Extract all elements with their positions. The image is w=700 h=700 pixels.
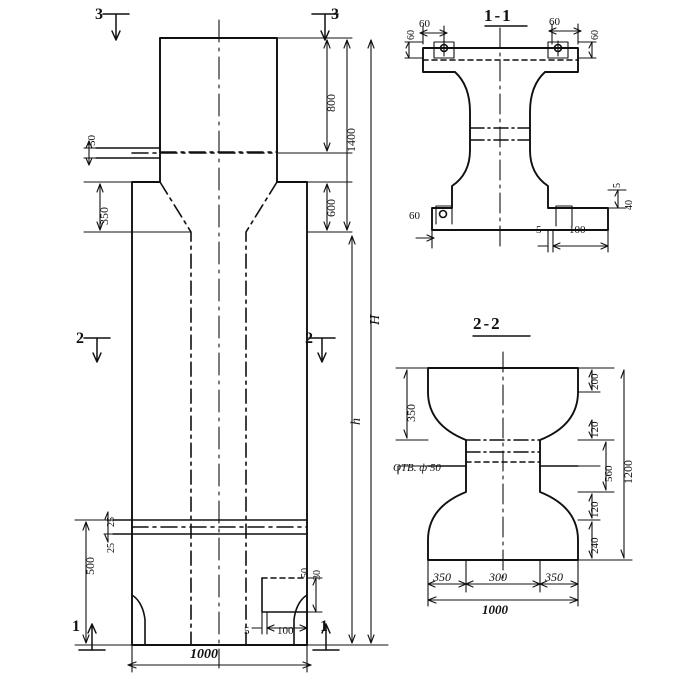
s11-dim-60-left: 60 — [419, 18, 430, 30]
dim-350: 350 — [97, 207, 111, 225]
dim-1400: 1400 — [344, 128, 358, 152]
dim-25-a: 25 — [106, 517, 117, 527]
section-mark-2-right: 2 — [305, 330, 313, 347]
s22-hole-note: OTB. ф 50 — [393, 462, 441, 474]
view-title-2-2: 2-2 — [473, 314, 502, 333]
s11-dim-5-right: 5 — [612, 183, 623, 188]
s11-dim-60-right-v: 60 — [590, 30, 601, 40]
dim-800: 800 — [324, 94, 338, 112]
section-mark-3-right: 3 — [331, 6, 339, 23]
dim-h: h — [349, 418, 364, 425]
s22-dim-200: 200 — [589, 373, 601, 390]
s22-dim-1200: 1200 — [621, 460, 635, 484]
dim-50-upper: 50 — [86, 135, 98, 146]
dim-600: 600 — [324, 199, 338, 217]
s22-bottom-300: 300 — [489, 570, 507, 584]
dim-width-1000: 1000 — [190, 647, 218, 662]
s11-dim-40: 40 — [624, 200, 635, 210]
section-1-1-geometry — [405, 24, 626, 252]
dim-500: 500 — [83, 557, 97, 575]
section-mark-1-right: 1 — [320, 618, 328, 635]
s11-dim-60-bottom: 60 — [409, 210, 420, 222]
s22-dim-240: 240 — [589, 537, 601, 554]
s22-dim-350-left: 350 — [404, 404, 418, 422]
s22-dim-560: 560 — [603, 465, 615, 482]
section-mark-2-left: 2 — [76, 330, 84, 347]
s11-dim-5-bottom: 5 — [536, 224, 542, 236]
dim-30: 30 — [312, 570, 323, 580]
s22-bottom-350-left: 350 — [433, 570, 451, 584]
s11-dim-100-bottom: 100 — [569, 224, 586, 236]
s11-dim-60-right: 60 — [549, 16, 560, 28]
dim-25-b: 25 — [106, 543, 117, 553]
view-title-1-1: 1-1 — [484, 6, 513, 25]
s22-bottom-1000: 1000 — [482, 602, 508, 617]
section-mark-3-left: 3 — [95, 6, 103, 23]
s22-dim-120-upper: 120 — [589, 421, 601, 438]
dim-H: H — [368, 314, 383, 325]
section-mark-1-left: 1 — [72, 618, 80, 635]
s11-dim-60-left-v: 60 — [406, 30, 417, 40]
s22-dim-120-lower: 120 — [589, 501, 601, 518]
s22-bottom-350-right: 350 — [545, 570, 563, 584]
dim-50-low-right: 50 — [300, 568, 311, 578]
section-2-2-geometry — [396, 352, 632, 606]
dim-100-bottom: 100 — [277, 625, 294, 637]
dim-5-bottom: 5 — [244, 625, 250, 637]
